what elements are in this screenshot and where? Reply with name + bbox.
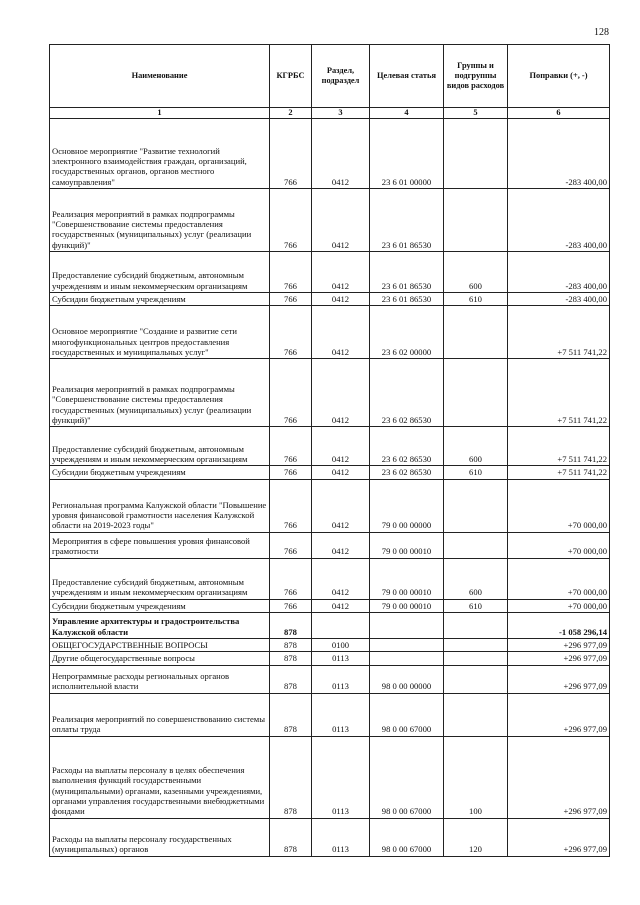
row-amount: +70 000,00: [508, 532, 610, 558]
header-row: [50, 45, 610, 108]
row-name: Мероприятия в сфере повышения уровня финансовой грамотности: [50, 532, 270, 558]
row-group: 600: [444, 558, 508, 599]
row-section: 0412: [312, 479, 370, 532]
row-section: 0100: [312, 639, 370, 652]
row-kgrbs: 766: [270, 119, 312, 189]
row-section: 0113: [312, 693, 370, 736]
table-row: [50, 736, 610, 818]
row-kgrbs: 878: [270, 665, 312, 693]
row-group: [444, 639, 508, 652]
row-name: Предоставление субсидий бюджетным, автономным учреждениям и иным некоммерческим организациям: [50, 252, 270, 293]
column-number: 3: [312, 108, 370, 119]
row-name: Субсидии бюджетным учреждениям: [50, 599, 270, 612]
row-name: ОБЩЕГОСУДАРСТВЕННЫЕ ВОПРОСЫ: [50, 639, 270, 652]
row-amount: -283 400,00: [508, 119, 610, 189]
table-row: [50, 652, 610, 665]
table-row: [50, 119, 610, 189]
row-section: 0412: [312, 532, 370, 558]
table-row: [50, 558, 610, 599]
row-group: 610: [444, 599, 508, 612]
table-row: [50, 293, 610, 306]
row-target: [370, 613, 444, 639]
row-name: Непрограммные расходы региональных органов исполнительной власти: [50, 665, 270, 693]
row-group: 120: [444, 818, 508, 856]
row-amount: +70 000,00: [508, 479, 610, 532]
column-number: 1: [50, 108, 270, 119]
row-target: 79 0 00 00010: [370, 532, 444, 558]
row-kgrbs: 878: [270, 693, 312, 736]
row-target: 23 6 02 86530: [370, 359, 444, 427]
row-group: [444, 119, 508, 189]
column-number: 5: [444, 108, 508, 119]
row-target: 23 6 02 86530: [370, 466, 444, 479]
row-section: 0113: [312, 652, 370, 665]
row-target: 98 0 00 67000: [370, 818, 444, 856]
row-kgrbs: 878: [270, 736, 312, 818]
table-row: [50, 306, 610, 359]
row-section: 0412: [312, 119, 370, 189]
header-target: Целевая статья: [370, 45, 444, 108]
row-group: 100: [444, 736, 508, 818]
row-section: 0412: [312, 189, 370, 252]
row-kgrbs: 766: [270, 293, 312, 306]
row-target: 98 0 00 00000: [370, 665, 444, 693]
table-row: [50, 613, 610, 639]
row-kgrbs: 878: [270, 639, 312, 652]
row-target: 23 6 01 86530: [370, 293, 444, 306]
header-kgrbs: КГРБС: [270, 45, 312, 108]
row-group: [444, 532, 508, 558]
row-amount: -1 058 296,14: [508, 613, 610, 639]
row-target: 23 6 01 00000: [370, 119, 444, 189]
row-group: 600: [444, 427, 508, 466]
row-kgrbs: 878: [270, 818, 312, 856]
header-groups: Группы и подгруппы видов расходов: [444, 45, 508, 108]
row-section: 0412: [312, 599, 370, 612]
table-row: [50, 189, 610, 252]
row-target: 79 0 00 00000: [370, 479, 444, 532]
row-section: 0412: [312, 427, 370, 466]
row-kgrbs: 766: [270, 599, 312, 612]
row-kgrbs: 766: [270, 359, 312, 427]
row-group: [444, 665, 508, 693]
row-name: Расходы на выплаты персоналу государственных (муниципальных) органов: [50, 818, 270, 856]
table-row: [50, 252, 610, 293]
row-target: 23 6 02 86530: [370, 427, 444, 466]
row-kgrbs: 878: [270, 613, 312, 639]
row-name: Расходы на выплаты персоналу в целях обеспечения выполнения функций государственными (муниципальными) органами, казенными учреждениями, органами управления государственными внебюджетными фондами: [50, 736, 270, 818]
row-group: 610: [444, 466, 508, 479]
table-row: [50, 479, 610, 532]
row-amount: +7 511 741,22: [508, 359, 610, 427]
row-target: 98 0 00 67000: [370, 736, 444, 818]
row-name: Предоставление субсидий бюджетным, автономным учреждениям и иным некоммерческим организациям: [50, 558, 270, 599]
row-name: Основное мероприятие "Создание и развитие сети многофункциональных центров предоставления государственных и муниципальных услуг": [50, 306, 270, 359]
row-target: 79 0 00 00010: [370, 558, 444, 599]
row-target: 23 6 01 86530: [370, 189, 444, 252]
table-row: [50, 818, 610, 856]
row-section: 0412: [312, 466, 370, 479]
row-target: [370, 652, 444, 665]
row-amount: +296 977,09: [508, 652, 610, 665]
row-target: [370, 639, 444, 652]
row-amount: -283 400,00: [508, 293, 610, 306]
table-row: [50, 427, 610, 466]
table-row: [50, 693, 610, 736]
row-amount: +7 511 741,22: [508, 427, 610, 466]
row-name: Другие общегосударственные вопросы: [50, 652, 270, 665]
row-section: 0113: [312, 736, 370, 818]
table-row: [50, 599, 610, 612]
row-group: [444, 189, 508, 252]
row-kgrbs: 766: [270, 252, 312, 293]
row-amount: -283 400,00: [508, 189, 610, 252]
row-name: Региональная программа Калужской области "Повышение уровня финансовой грамотности населения Калужской области на 2019-2023 годы": [50, 479, 270, 532]
row-name: Реализация мероприятий в рамках подпрограммы "Совершенствование системы предоставления государственных (муниципальных) услуг (реализации функций)": [50, 189, 270, 252]
row-amount: +296 977,09: [508, 736, 610, 818]
row-name: Субсидии бюджетным учреждениям: [50, 293, 270, 306]
table-row: [50, 359, 610, 427]
row-section: 0412: [312, 293, 370, 306]
row-name: Основное мероприятие "Развитие технологий электронного взаимодействия граждан, организаций, государственных органов, органов местного самоуправления": [50, 119, 270, 189]
header-amendments: Поправки (+, -): [508, 45, 610, 108]
row-name: Субсидии бюджетным учреждениям: [50, 466, 270, 479]
row-target: 98 0 00 67000: [370, 693, 444, 736]
row-name: Управление архитектуры и градостроительства Калужской области: [50, 613, 270, 639]
row-kgrbs: 766: [270, 532, 312, 558]
row-group: [444, 479, 508, 532]
row-amount: +7 511 741,22: [508, 306, 610, 359]
row-amount: +296 977,09: [508, 693, 610, 736]
row-amount: +296 977,09: [508, 639, 610, 652]
row-target: 79 0 00 00010: [370, 599, 444, 612]
header-section: Раздел, подраздел: [312, 45, 370, 108]
row-group: 600: [444, 252, 508, 293]
row-kgrbs: 766: [270, 558, 312, 599]
row-section: 0412: [312, 359, 370, 427]
column-number: 4: [370, 108, 444, 119]
row-kgrbs: 878: [270, 652, 312, 665]
row-kgrbs: 766: [270, 189, 312, 252]
row-section: 0113: [312, 818, 370, 856]
table-row: [50, 466, 610, 479]
row-group: [444, 306, 508, 359]
row-amount: +296 977,09: [508, 665, 610, 693]
row-amount: +70 000,00: [508, 558, 610, 599]
row-target: 23 6 01 86530: [370, 252, 444, 293]
row-kgrbs: 766: [270, 427, 312, 466]
table-row: [50, 532, 610, 558]
row-kgrbs: 766: [270, 466, 312, 479]
row-target: 23 6 02 00000: [370, 306, 444, 359]
row-name: Реализация мероприятий в рамках подпрограммы "Совершенствование системы предоставления государственных (муниципальных) услуг (реализации функций)": [50, 359, 270, 427]
row-amount: +296 977,09: [508, 818, 610, 856]
row-section: 0412: [312, 306, 370, 359]
row-amount: +70 000,00: [508, 599, 610, 612]
row-kgrbs: 766: [270, 306, 312, 359]
column-number: 2: [270, 108, 312, 119]
row-kgrbs: 766: [270, 479, 312, 532]
row-name: Реализация мероприятий по совершенствованию системы оплаты труда: [50, 693, 270, 736]
column-number: 6: [508, 108, 610, 119]
row-section: 0412: [312, 252, 370, 293]
row-name: Предоставление субсидий бюджетным, автономным учреждениям и иным некоммерческим организациям: [50, 427, 270, 466]
table-row: [50, 665, 610, 693]
page-number: 128: [594, 27, 609, 38]
row-group: [444, 693, 508, 736]
row-amount: -283 400,00: [508, 252, 610, 293]
row-group: 610: [444, 293, 508, 306]
header-name: Наименование: [50, 45, 270, 108]
row-group: [444, 652, 508, 665]
row-section: 0113: [312, 665, 370, 693]
budget-amendments-table: [49, 44, 610, 857]
column-number-row: [50, 108, 610, 119]
table-row: [50, 639, 610, 652]
row-group: [444, 359, 508, 427]
row-section: [312, 613, 370, 639]
row-group: [444, 613, 508, 639]
row-section: 0412: [312, 558, 370, 599]
row-amount: +7 511 741,22: [508, 466, 610, 479]
